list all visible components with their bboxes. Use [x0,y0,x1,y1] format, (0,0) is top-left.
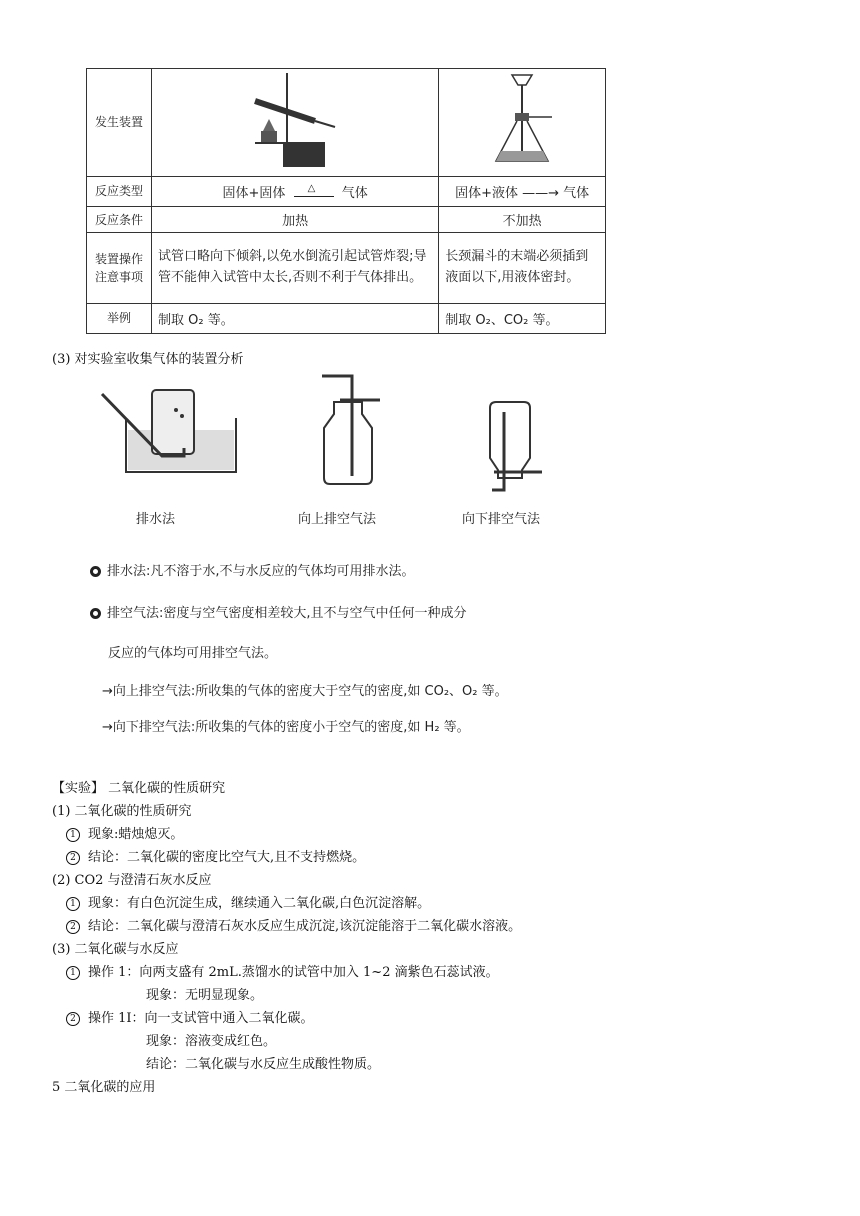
p2-title: (2) CO2 与澄清石灰水反应 [52,873,212,888]
col2-condition: 不加热 [439,207,606,233]
upward-air-displacement-drawing [322,376,380,484]
heating-apparatus-figure [152,69,439,177]
p3-title: (3) 二氧化碳与水反应 [52,942,179,957]
section5-title: 5 二氧化碳的应用 [52,1080,156,1095]
label-apparatus: 发生装置 [87,69,152,177]
label-water-displacement: 排水法 [136,512,176,527]
bullet-icon [90,608,101,619]
p3-op1: 1 操作 1：向两支盛有 2mL.蒸馏水的试管中加入 1~2 滴紫色石蕊试液。 [66,961,499,980]
col1-example: 制取 O₂ 等。 [152,303,439,333]
label-downward-air: 向下排空气法 [462,512,541,527]
funnel-apparatus-drawing [482,71,562,169]
label-operation: 装置操作注意事项 [87,233,152,304]
label-reaction-type: 反应类型 [87,176,152,206]
collection-apparatus-drawing [96,372,576,502]
note-upward-air: →向上排空气法:所收集的气体的密度大于空气的密度,如 CO₂、O₂ 等。 [102,684,508,699]
p1-item-2: 2 结论：二氧化碳的密度比空气大,且不支持燃烧。 [66,846,365,865]
col1-operation: 试管口略向下倾斜,以免水倒流引起试管炸裂;导管不能伸入试管中太长,否则不利于气体排出。 [152,233,439,304]
col1-condition: 加热 [152,207,439,233]
p3-op2-conclusion: 结论：二氧化碳与水反应生成酸性物质。 [146,1057,381,1072]
section3-title: (3) 对实验室收集气体的装置分析 [52,352,244,367]
label-upward-air: 向上排空气法 [298,512,377,527]
note-air-displacement: 排空气法:密度与空气密度相差较大,且不与空气中任何一种成分 [90,602,467,621]
label-example: 举例 [87,303,152,333]
col2-example: 制取 O₂、CO₂ 等。 [439,303,606,333]
p2-item-2: 2 结论：二氧化碳与澄清石灰水反应生成沉淀,该沉淀能溶于二氧化碳水溶液。 [66,915,521,934]
note-air-displacement-cont: 反应的气体均可用排空气法。 [108,646,278,661]
col2-operation: 长颈漏斗的末端必须插到液面以下,用液体密封。 [439,233,606,304]
funnel-apparatus-figure [439,69,606,177]
water-displacement-drawing [102,390,236,472]
col1-reaction: 固体+固体 △ 气体 [152,176,439,206]
bullet-icon [90,566,101,577]
heating-apparatus-drawing [235,71,355,169]
p3-op2-phenomenon: 现象：溶液变成红色。 [146,1034,277,1049]
p2-item-1: 1 现象：有白色沉淀生成，继续通入二氧化碳,白色沉淀溶解。 [66,892,430,911]
label-reaction-condition: 反应条件 [87,207,152,233]
experiment-title: 【实验】 二氧化碳的性质研究 [52,781,226,796]
note-downward-air: →向下排空气法:所收集的气体的密度小于空气的密度,如 H₂ 等。 [102,720,470,735]
note-water-displacement: 排水法:凡不溶于水,不与水反应的气体均可用排水法。 [90,560,415,579]
p3-op1-phenomenon: 现象：无明显现象。 [146,988,264,1003]
p1-title: (1) 二氧化碳的性质研究 [52,804,192,819]
col2-reaction: 固体+液体 ——→ 气体 [439,176,606,206]
p1-item-1: 1 现象:蜡烛熄灭。 [66,823,183,842]
downward-air-displacement-drawing [490,402,542,490]
p3-op2: 2 操作 1I：向一支试管中通入二氧化碳。 [66,1007,314,1026]
generator-table [86,68,606,334]
